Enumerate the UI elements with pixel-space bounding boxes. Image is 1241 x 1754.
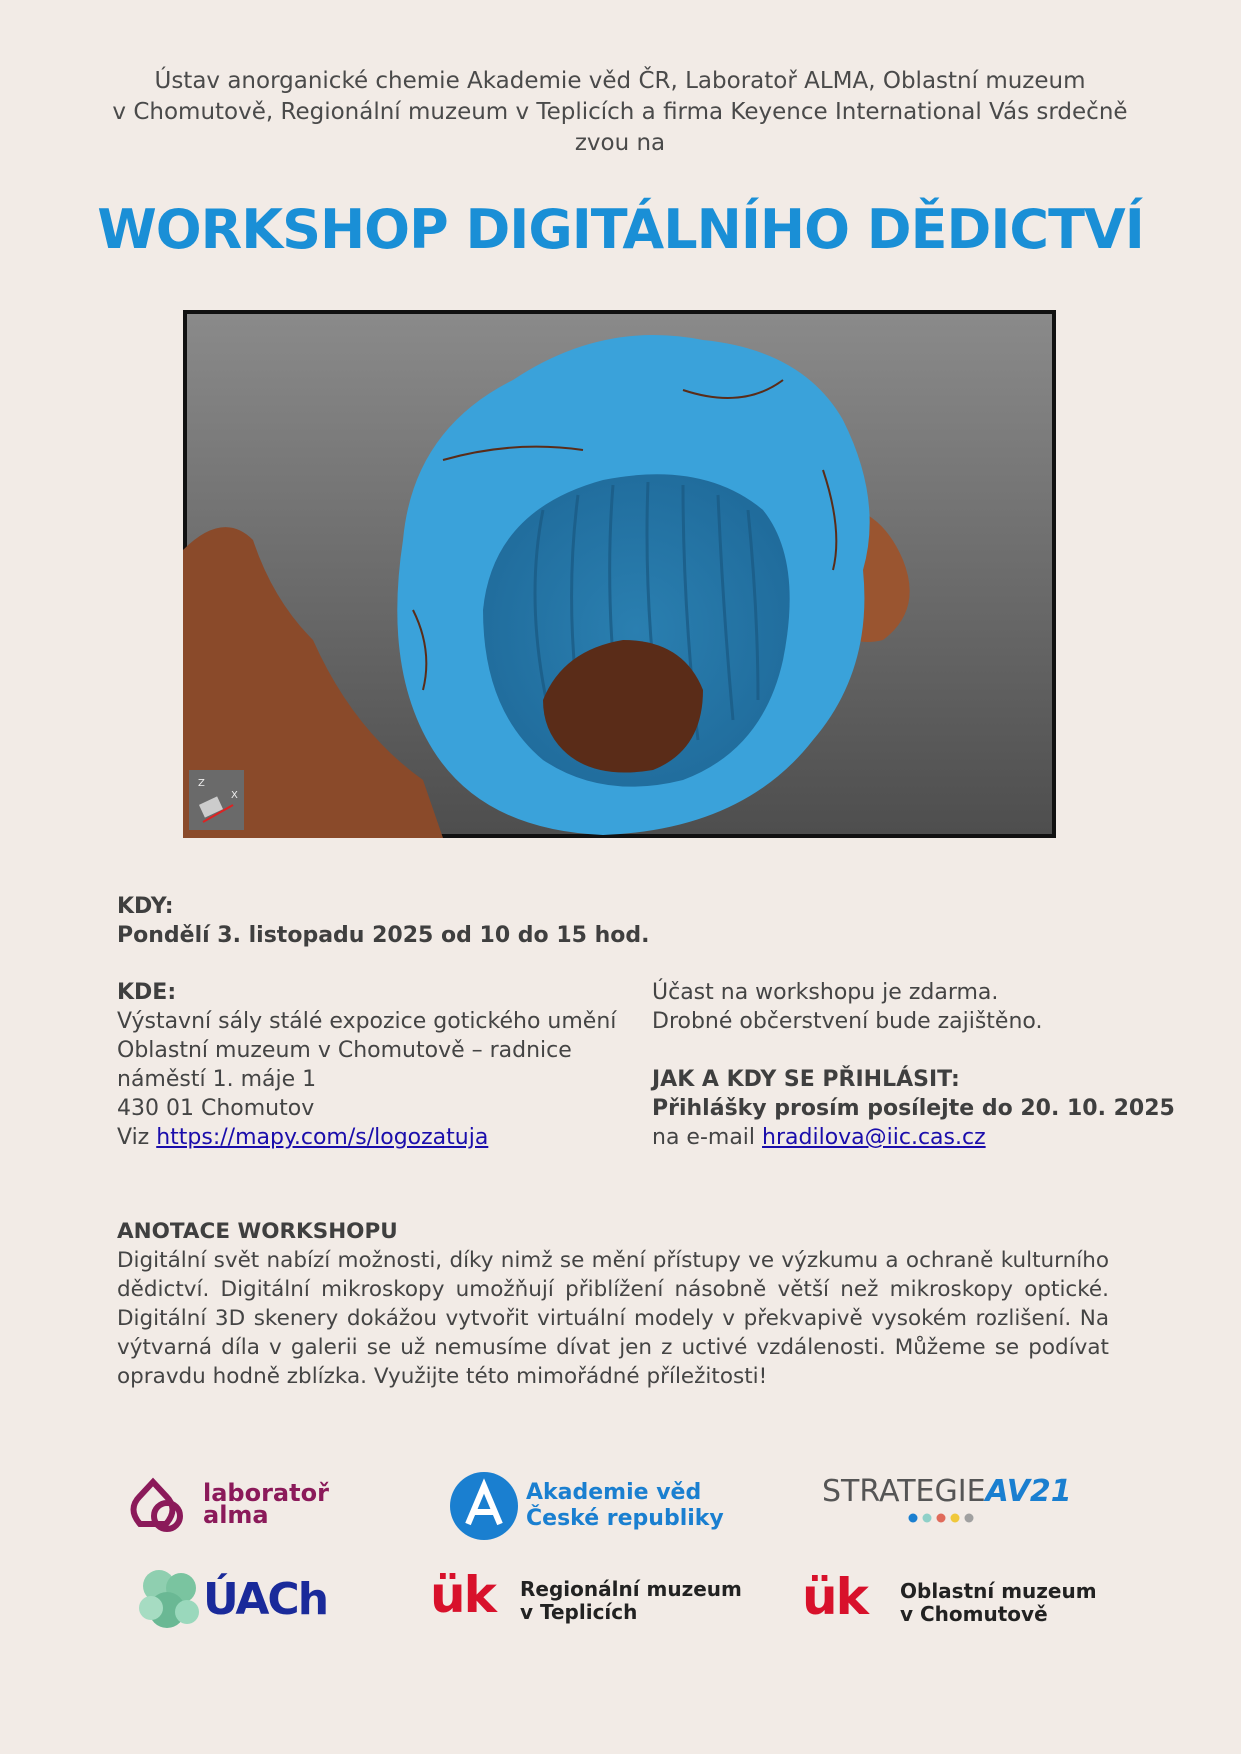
- teplice-line-2: v Teplicích: [520, 1600, 638, 1624]
- annotation-text: Digitální svět nabízí možnosti, díky nimž se mění přístupy ve výzkumu a ochraně kulturního dědictví. Digitální mikroskopy umožňují přiblížení násobně větší než mikroskopy optické. Digitální 3D skenery dokážou vytvořit virtuální modely v překvapivě vysokém rozlišení. Na výtvarná díla v galerii se už nemusíme dívat jen z uctivé vzdálenosti. Můžeme se podívat opravdu hodně zblízka. Využijte této mimořádné příležitosti!: [117, 1248, 1109, 1389]
- teplice-line-1: Regionální muzeum: [520, 1577, 742, 1601]
- where-line-3: náměstí 1. máje 1: [117, 1067, 317, 1092]
- chomutov-line-2: v Chomutově: [900, 1602, 1048, 1626]
- intro-line-3: zvou na: [574, 130, 666, 156]
- av21-text: AV21: [985, 1474, 1072, 1509]
- map-link[interactable]: https://mapy.com/s/logozatuja: [156, 1125, 489, 1150]
- teplice-uk-mark-icon: ük: [430, 1566, 495, 1624]
- avcr-mark-icon: [450, 1472, 518, 1540]
- annotation-section: [117, 1217, 1109, 1391]
- email-link[interactable]: hradilova@iic.cas.cz: [762, 1125, 986, 1150]
- chomutov-line-1: Oblastní muzeum: [900, 1579, 1097, 1603]
- axis-x-label: X: [231, 790, 238, 801]
- when-section: [117, 892, 649, 950]
- chomutov-uk-mark-icon: ük: [802, 1568, 867, 1626]
- uach-molecule-icon: [137, 1566, 201, 1636]
- annotation-heading: ANOTACE WORKSHOPU: [117, 1219, 398, 1244]
- where-label: KDE:: [117, 980, 177, 1005]
- intro-line-2: v Chomutově, Regionální muzeum v Teplicích a firma Keyence International Vás srdečně: [112, 99, 1128, 125]
- intro-line-1: Ústav anorganické chemie Akademie věd ČR, Laboratoř ALMA, Oblastní muzeum: [154, 68, 1086, 94]
- intro-text: [100, 66, 1140, 159]
- hero-scan-image: [183, 310, 1056, 838]
- when-label: KDY:: [117, 894, 174, 919]
- logo-laboratory-alma: [125, 1470, 345, 1540]
- where-line-4: 430 01 Chomutov: [117, 1096, 315, 1121]
- logo-uach: [137, 1566, 337, 1638]
- alma-line-1: laboratoř: [203, 1479, 329, 1507]
- avcr-line-2: České republiky: [526, 1506, 724, 1531]
- logo-strategie-av21: [822, 1474, 1082, 1524]
- info-line-2: Drobné občerstvení bude zajištěno.: [652, 1009, 1043, 1034]
- alma-mark-icon: [125, 1474, 195, 1534]
- axis-z-label: Z: [198, 778, 205, 789]
- info-line-1: Účast na workshopu je zdarma.: [652, 980, 999, 1005]
- email-prefix: na e-mail: [652, 1125, 763, 1150]
- logo-regionalni-muzeum-teplice: [430, 1566, 742, 1632]
- where-section: [117, 978, 616, 1152]
- logo-oblastni-muzeum-chomutov: [802, 1568, 1102, 1634]
- map-link-prefix: Viz: [117, 1125, 157, 1150]
- strategie-text: STRATEGIE: [822, 1474, 986, 1509]
- where-line-1: Výstavní sály stálé expozice gotického umění: [117, 1009, 617, 1034]
- avcr-line-1: Akademie věd: [526, 1480, 702, 1505]
- alma-line-2: alma: [203, 1501, 269, 1529]
- register-label: JAK A KDY SE PŘIHLÁSIT:: [652, 1067, 960, 1092]
- scan-illustration: [183, 310, 1056, 838]
- logo-akademie-ved: [450, 1472, 724, 1542]
- strategie-dots-icon: [907, 1512, 987, 1524]
- page-title: WORKSHOP DIGITÁLNÍHO DĚDICTVÍ: [97, 198, 1144, 261]
- info-section: [652, 978, 1175, 1152]
- uach-text: ÚACh: [203, 1574, 328, 1625]
- when-value: Pondělí 3. listopadu 2025 od 10 do 15 hod.: [117, 923, 650, 948]
- register-deadline: Přihlášky prosím posílejte do 20. 10. 2025: [652, 1096, 1175, 1121]
- where-line-2: Oblastní muzeum v Chomutově – radnice: [117, 1038, 572, 1063]
